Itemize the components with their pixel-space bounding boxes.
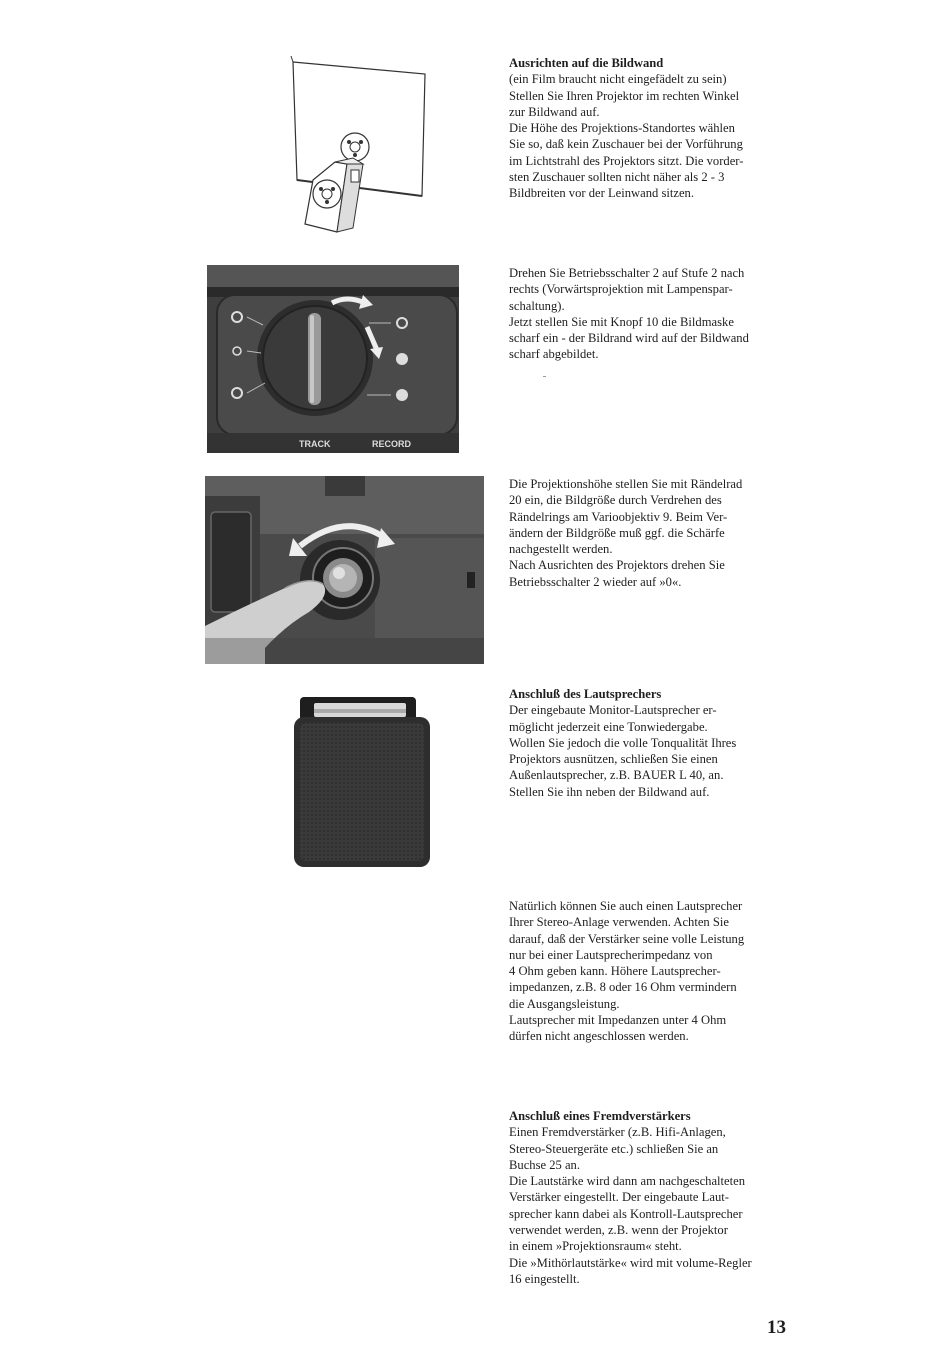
section-heading: Ausrichten auf die Bildwand	[509, 56, 664, 70]
body-line: 20 ein, die Bildgröße durch Verdrehen des	[509, 493, 722, 508]
body-line: (ein Film braucht nicht eingefädelt zu sein)	[509, 72, 727, 87]
body-line: Natürlich können Sie auch einen Lautsprecher	[509, 899, 743, 913]
body-line: Lautsprecher mit Impedanzen unter 4 Ohm	[509, 1013, 727, 1028]
body-line: Verstärker eingestellt. Der eingebaute Laut-	[509, 1190, 729, 1205]
section-external-amplifier	[509, 1108, 809, 1287]
body-line: impedanzen, z.B. 8 oder 16 Ohm vermindern	[509, 980, 737, 995]
record-label: RECORD	[372, 439, 412, 449]
body-line: 16 eingestellt.	[509, 1271, 580, 1286]
section-heading: Anschluß eines Fremdverstärkers	[509, 1109, 691, 1123]
section-operation-switch	[509, 265, 809, 363]
body-line: Stellen Sie Ihren Projektor im rechten Winkel	[509, 88, 740, 103]
body-line: die Ausgangsleistung.	[509, 996, 620, 1011]
zoom-lens-photo	[205, 476, 484, 664]
body-line: Buchse 25 an.	[509, 1157, 580, 1172]
body-line: Die Höhe des Projektions-Standortes wählen	[509, 121, 735, 136]
section-screen-alignment	[509, 55, 809, 202]
body-line: Ihrer Stereo-Anlage verwenden. Achten Sie	[509, 915, 729, 930]
scan-speck	[543, 376, 546, 377]
body-line: verwendet werden, z.B. wenn der Projektor	[509, 1223, 728, 1238]
body-line: Die Projektionshöhe stellen Sie mit Rändelrad	[509, 477, 743, 491]
body-line: zur Bildwand auf.	[509, 104, 600, 119]
body-line: möglicht jederzeit eine Tonwiedergabe.	[509, 719, 708, 734]
body-line: ändern der Bildgröße muß ggf. die Schärfe	[509, 525, 725, 540]
body-line: Drehen Sie Betriebsschalter 2 auf Stufe 2 nach	[509, 266, 745, 280]
loudspeaker-photo	[294, 697, 430, 867]
projector-screen-illustration	[285, 52, 435, 242]
body-line: Betriebsschalter 2 wieder auf »0«.	[509, 574, 682, 589]
body-line: Stellen Sie ihn neben der Bildwand auf.	[509, 784, 710, 799]
body-line: darauf, daß der Verstärker seine volle Leistung	[509, 931, 745, 946]
section-stereo-speaker	[509, 898, 809, 1045]
body-line: dürfen nicht angeschlossen werden.	[509, 1029, 689, 1044]
section-loudspeaker-connection	[509, 686, 809, 800]
body-line: in einem »Projektionsraum« steht.	[509, 1239, 682, 1254]
page-number: 13	[767, 1317, 786, 1338]
body-line: Jetzt stellen Sie mit Knopf 10 die Bildmaske	[509, 314, 734, 329]
body-line: nachgestellt werden.	[509, 542, 613, 557]
body-line: 4 Ohm geben kann. Höhere Lautsprecher-	[509, 964, 721, 979]
body-line: Stereo-Steuergeräte etc.) schließen Sie an	[509, 1141, 719, 1156]
body-line: Wollen Sie jedoch die volle Tonqualität Ihres	[509, 735, 737, 750]
body-line: nur bei einer Lautsprecherimpedanz von	[509, 947, 713, 962]
body-line: Rändelrings am Varioobjektiv 9. Beim Ver-	[509, 509, 728, 524]
body-line: Die Lautstärke wird dann am nachgeschalteten	[509, 1174, 746, 1189]
section-zoom-lens	[509, 476, 809, 590]
section-heading: Anschluß des Lautsprechers	[509, 687, 662, 701]
body-line: Außenlautsprecher, z.B. BAUER L 40, an.	[509, 768, 724, 783]
body-line: schaltung).	[509, 298, 565, 313]
operation-switch-photo	[207, 265, 459, 453]
body-line: Projektors ausnützen, schließen Sie einen	[509, 752, 718, 767]
body-line: sprecher kann dabei als Kontroll-Lautsprecher	[509, 1206, 743, 1221]
body-line: scharf ein - der Bildrand wird auf der Bildwand	[509, 331, 749, 346]
body-line: Bildbreiten vor der Leinwand sitzen.	[509, 186, 695, 201]
track-label: TRACK	[299, 439, 331, 449]
body-line: Einen Fremdverstärker (z.B. Hifi-Anlagen,	[509, 1125, 726, 1140]
body-line: rechts (Vorwärtsprojektion mit Lampenspar-	[509, 282, 733, 297]
body-line: Die »Mithörlautstärke« wird mit volume-Regler	[509, 1255, 752, 1270]
body-line: Sie so, daß kein Zuschauer bei der Vorführung	[509, 137, 743, 152]
body-line: im Lichtstrahl des Projektors sitzt. Die vorder-	[509, 153, 744, 168]
body-line: scharf abgebildet.	[509, 347, 599, 362]
body-line: sten Zuschauer sollten nicht näher als 2 - 3	[509, 170, 725, 185]
body-line: Der eingebaute Monitor-Lautsprecher er-	[509, 703, 717, 718]
body-line: Nach Ausrichten des Projektors drehen Sie	[509, 558, 725, 573]
